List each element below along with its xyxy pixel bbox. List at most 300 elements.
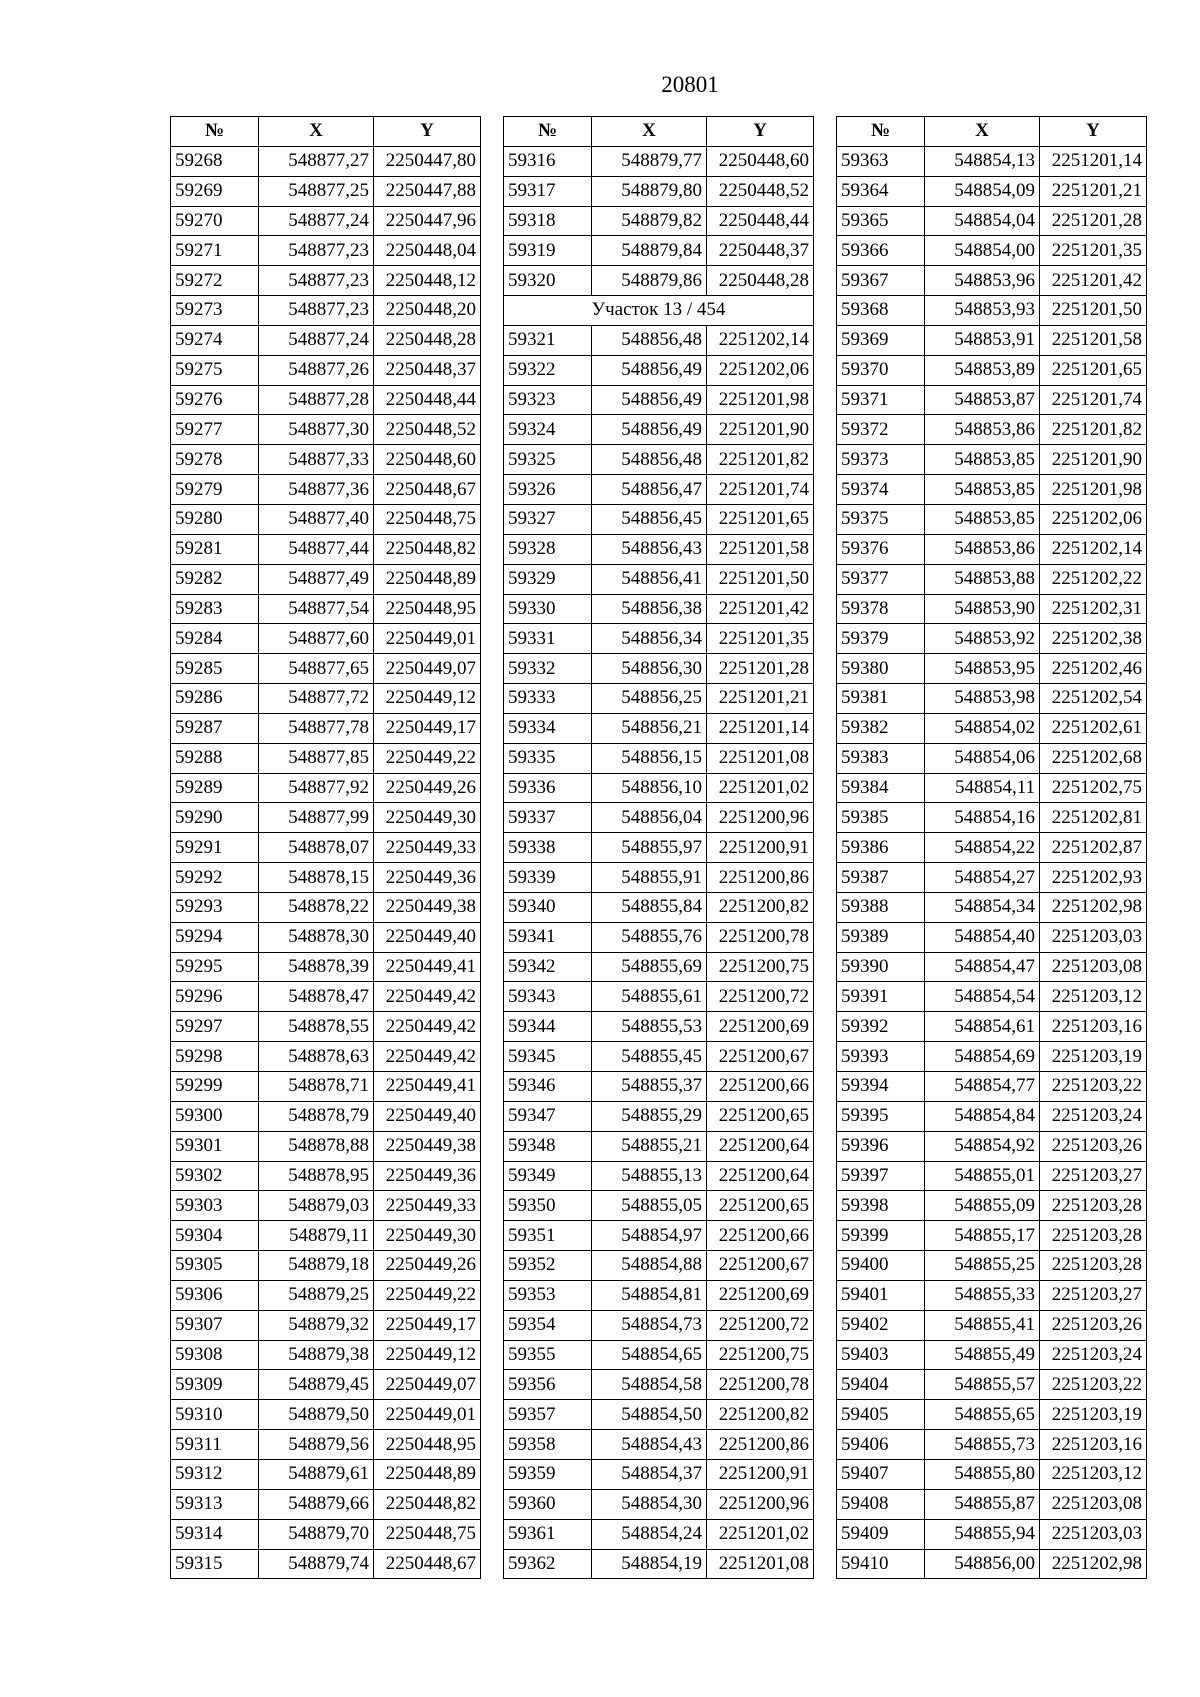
point-number-cell: 59407 [837, 1459, 925, 1489]
point-number-cell: 59351 [504, 1221, 592, 1251]
point-number-cell: 59280 [171, 504, 259, 534]
table-row [171, 1280, 481, 1310]
point-number-cell: 59335 [504, 743, 592, 773]
y-coordinate-cell: 2250448,89 [374, 564, 481, 594]
table-row [171, 863, 481, 893]
y-coordinate-cell: 2251200,67 [707, 1251, 814, 1281]
point-number-cell: 59279 [171, 475, 259, 505]
x-coordinate-cell: 548853,98 [925, 684, 1040, 714]
x-coordinate-cell: 548877,60 [259, 624, 374, 654]
point-number-cell: 59338 [504, 833, 592, 863]
y-coordinate-cell: 2251201,98 [1040, 475, 1147, 505]
table-row [837, 1280, 1147, 1310]
point-number-cell: 59317 [504, 176, 592, 206]
x-coordinate-cell: 548855,91 [592, 863, 707, 893]
x-coordinate-cell: 548878,47 [259, 982, 374, 1012]
point-number-cell: 59293 [171, 892, 259, 922]
x-coordinate-cell: 548877,24 [259, 206, 374, 236]
point-number-cell: 59333 [504, 684, 592, 714]
y-coordinate-cell: 2251203,19 [1040, 1042, 1147, 1072]
x-coordinate-cell: 548854,61 [925, 1012, 1040, 1042]
x-coordinate-cell: 548877,99 [259, 803, 374, 833]
table-row [837, 1251, 1147, 1281]
y-coordinate-cell: 2250449,17 [374, 1310, 481, 1340]
point-number-cell: 59377 [837, 564, 925, 594]
x-coordinate-cell: 548855,61 [592, 982, 707, 1012]
point-number-cell: 59271 [171, 236, 259, 266]
point-number-cell: 59381 [837, 684, 925, 714]
x-coordinate-cell: 548854,22 [925, 833, 1040, 863]
x-coordinate-cell: 548855,69 [592, 952, 707, 982]
point-number-cell: 59369 [837, 325, 925, 355]
point-number-cell: 59376 [837, 534, 925, 564]
x-coordinate-cell: 548879,32 [259, 1310, 374, 1340]
table-row [837, 1400, 1147, 1430]
table-row [171, 1012, 481, 1042]
point-number-cell: 59290 [171, 803, 259, 833]
point-number-cell: 59404 [837, 1370, 925, 1400]
y-coordinate-cell: 2250448,37 [707, 236, 814, 266]
coordinate-table-2 [503, 116, 814, 1579]
x-coordinate-cell: 548855,45 [592, 1042, 707, 1072]
y-coordinate-cell: 2250449,40 [374, 922, 481, 952]
table-row [504, 1251, 814, 1281]
y-coordinate-cell: 2250449,07 [374, 654, 481, 684]
y-coordinate-cell: 2251201,82 [1040, 415, 1147, 445]
x-coordinate-cell: 548856,00 [925, 1549, 1040, 1579]
x-coordinate-cell: 548856,15 [592, 743, 707, 773]
x-coordinate-cell: 548879,11 [259, 1221, 374, 1251]
column-header-y: Y [1040, 117, 1147, 147]
point-number-cell: 59385 [837, 803, 925, 833]
point-number-cell: 59373 [837, 445, 925, 475]
x-coordinate-cell: 548879,70 [259, 1519, 374, 1549]
point-number-cell: 59274 [171, 325, 259, 355]
table-row [837, 952, 1147, 982]
table-row [171, 743, 481, 773]
table-row [837, 206, 1147, 236]
section-row [504, 296, 814, 326]
table-row [837, 1310, 1147, 1340]
point-number-cell: 59319 [504, 236, 592, 266]
point-number-cell: 59383 [837, 743, 925, 773]
table-row [504, 1042, 814, 1072]
y-coordinate-cell: 2251203,08 [1040, 952, 1147, 982]
y-coordinate-cell: 2251203,28 [1040, 1221, 1147, 1251]
x-coordinate-cell: 548854,92 [925, 1131, 1040, 1161]
y-coordinate-cell: 2251200,91 [707, 833, 814, 863]
x-coordinate-cell: 548878,07 [259, 833, 374, 863]
x-coordinate-cell: 548877,33 [259, 445, 374, 475]
x-coordinate-cell: 548877,44 [259, 534, 374, 564]
point-number-cell: 59388 [837, 892, 925, 922]
x-coordinate-cell: 548856,48 [592, 325, 707, 355]
table-row [504, 206, 814, 236]
y-coordinate-cell: 2250449,41 [374, 1072, 481, 1102]
table-row [837, 1221, 1147, 1251]
x-coordinate-cell: 548854,04 [925, 206, 1040, 236]
y-coordinate-cell: 2251200,66 [707, 1221, 814, 1251]
x-coordinate-cell: 548854,40 [925, 922, 1040, 952]
table-row [171, 564, 481, 594]
table-row [837, 415, 1147, 445]
table-row [837, 713, 1147, 743]
table-row [504, 892, 814, 922]
table-row [171, 176, 481, 206]
x-coordinate-cell: 548854,37 [592, 1459, 707, 1489]
point-number-cell: 59277 [171, 415, 259, 445]
y-coordinate-cell: 2251201,65 [1040, 355, 1147, 385]
y-coordinate-cell: 2250449,01 [374, 1400, 481, 1430]
x-coordinate-cell: 548855,05 [592, 1191, 707, 1221]
table-row [837, 146, 1147, 176]
x-coordinate-cell: 548854,13 [925, 146, 1040, 176]
x-coordinate-cell: 548855,53 [592, 1012, 707, 1042]
point-number-cell: 59311 [171, 1430, 259, 1460]
table-row [837, 176, 1147, 206]
table-row [171, 594, 481, 624]
y-coordinate-cell: 2250448,95 [374, 1430, 481, 1460]
point-number-cell: 59365 [837, 206, 925, 236]
x-coordinate-cell: 548856,49 [592, 355, 707, 385]
point-number-cell: 59389 [837, 922, 925, 952]
x-coordinate-cell: 548854,47 [925, 952, 1040, 982]
point-number-cell: 59312 [171, 1459, 259, 1489]
point-number-cell: 59300 [171, 1101, 259, 1131]
x-coordinate-cell: 548877,72 [259, 684, 374, 714]
point-number-cell: 59379 [837, 624, 925, 654]
y-coordinate-cell: 2250449,33 [374, 1191, 481, 1221]
x-coordinate-cell: 548854,65 [592, 1340, 707, 1370]
y-coordinate-cell: 2251203,28 [1040, 1251, 1147, 1281]
table-row [837, 564, 1147, 594]
point-number-cell: 59356 [504, 1370, 592, 1400]
point-number-cell: 59403 [837, 1340, 925, 1370]
column-header-y: Y [707, 117, 814, 147]
x-coordinate-cell: 548854,88 [592, 1251, 707, 1281]
x-coordinate-cell: 548877,25 [259, 176, 374, 206]
table-row [171, 1131, 481, 1161]
point-number-cell: 59406 [837, 1430, 925, 1460]
point-number-cell: 59353 [504, 1280, 592, 1310]
x-coordinate-cell: 548854,84 [925, 1101, 1040, 1131]
y-coordinate-cell: 2250449,12 [374, 684, 481, 714]
column-header-y: Y [374, 117, 481, 147]
point-number-cell: 59275 [171, 355, 259, 385]
point-number-cell: 59269 [171, 176, 259, 206]
table-row [171, 952, 481, 982]
point-number-cell: 59374 [837, 475, 925, 505]
table-row [837, 266, 1147, 296]
point-number-cell: 59352 [504, 1251, 592, 1281]
table-row [504, 146, 814, 176]
y-coordinate-cell: 2251201,35 [707, 624, 814, 654]
table-row [171, 1221, 481, 1251]
x-coordinate-cell: 548854,97 [592, 1221, 707, 1251]
x-coordinate-cell: 548853,86 [925, 534, 1040, 564]
y-coordinate-cell: 2251203,03 [1040, 922, 1147, 952]
column-header-x: X [259, 117, 374, 147]
point-number-cell: 59349 [504, 1161, 592, 1191]
point-number-cell: 59386 [837, 833, 925, 863]
point-number-cell: 59342 [504, 952, 592, 982]
table-row [837, 1131, 1147, 1161]
x-coordinate-cell: 548879,25 [259, 1280, 374, 1310]
x-coordinate-cell: 548877,23 [259, 266, 374, 296]
y-coordinate-cell: 2251201,58 [707, 534, 814, 564]
table-row [504, 863, 814, 893]
page-number: 20801 [661, 72, 719, 97]
point-number-cell: 59303 [171, 1191, 259, 1221]
x-coordinate-cell: 548853,90 [925, 594, 1040, 624]
y-coordinate-cell: 2250448,75 [374, 504, 481, 534]
y-coordinate-cell: 2251200,86 [707, 1430, 814, 1460]
point-number-cell: 59294 [171, 922, 259, 952]
y-coordinate-cell: 2251200,86 [707, 863, 814, 893]
x-coordinate-cell: 548877,23 [259, 236, 374, 266]
point-number-cell: 59355 [504, 1340, 592, 1370]
point-number-cell: 59297 [171, 1012, 259, 1042]
y-coordinate-cell: 2250448,52 [374, 415, 481, 445]
x-coordinate-cell: 548853,93 [925, 296, 1040, 326]
table-row [171, 445, 481, 475]
point-number-cell: 59391 [837, 982, 925, 1012]
x-coordinate-cell: 548854,24 [592, 1519, 707, 1549]
x-coordinate-cell: 548853,87 [925, 385, 1040, 415]
point-number-cell: 59367 [837, 266, 925, 296]
y-coordinate-cell: 2250449,26 [374, 1251, 481, 1281]
table-row [504, 236, 814, 266]
x-coordinate-cell: 548879,80 [592, 176, 707, 206]
x-coordinate-cell: 548856,49 [592, 385, 707, 415]
y-coordinate-cell: 2251201,14 [707, 713, 814, 743]
y-coordinate-cell: 2250448,89 [374, 1459, 481, 1489]
point-number-cell: 59350 [504, 1191, 592, 1221]
x-coordinate-cell: 548878,22 [259, 892, 374, 922]
point-number-cell: 59307 [171, 1310, 259, 1340]
x-coordinate-cell: 548877,49 [259, 564, 374, 594]
point-number-cell: 59323 [504, 385, 592, 415]
table-row [837, 892, 1147, 922]
point-number-cell: 59315 [171, 1549, 259, 1579]
x-coordinate-cell: 548856,45 [592, 504, 707, 534]
table-row [837, 1042, 1147, 1072]
point-number-cell: 59288 [171, 743, 259, 773]
y-coordinate-cell: 2250448,20 [374, 296, 481, 326]
y-coordinate-cell: 2251200,75 [707, 1340, 814, 1370]
table-row [837, 863, 1147, 893]
table-row [171, 1101, 481, 1131]
x-coordinate-cell: 548853,91 [925, 325, 1040, 355]
x-coordinate-cell: 548854,30 [592, 1489, 707, 1519]
table-row [504, 594, 814, 624]
point-number-cell: 59287 [171, 713, 259, 743]
y-coordinate-cell: 2250448,60 [707, 146, 814, 176]
y-coordinate-cell: 2251201,21 [707, 684, 814, 714]
table-row [171, 355, 481, 385]
table-row [504, 922, 814, 952]
x-coordinate-cell: 548853,85 [925, 445, 1040, 475]
x-coordinate-cell: 548877,85 [259, 743, 374, 773]
point-number-cell: 59327 [504, 504, 592, 534]
x-coordinate-cell: 548856,48 [592, 445, 707, 475]
table-row [504, 355, 814, 385]
table-row [504, 564, 814, 594]
x-coordinate-cell: 548855,84 [592, 892, 707, 922]
x-coordinate-cell: 548855,76 [592, 922, 707, 952]
column-header-number: № [837, 117, 925, 147]
x-coordinate-cell: 548877,27 [259, 146, 374, 176]
y-coordinate-cell: 2251202,81 [1040, 803, 1147, 833]
x-coordinate-cell: 548877,23 [259, 296, 374, 326]
x-coordinate-cell: 548854,06 [925, 743, 1040, 773]
point-number-cell: 59330 [504, 594, 592, 624]
x-coordinate-cell: 548854,02 [925, 713, 1040, 743]
table-row [171, 1430, 481, 1460]
table-row [171, 325, 481, 355]
y-coordinate-cell: 2250448,44 [374, 385, 481, 415]
x-coordinate-cell: 548854,19 [592, 1549, 707, 1579]
y-coordinate-cell: 2250447,80 [374, 146, 481, 176]
point-number-cell: 59375 [837, 504, 925, 534]
point-number-cell: 59339 [504, 863, 592, 893]
y-coordinate-cell: 2250449,22 [374, 1280, 481, 1310]
table-row [504, 504, 814, 534]
table-row [837, 684, 1147, 714]
table-row [837, 773, 1147, 803]
x-coordinate-cell: 548856,25 [592, 684, 707, 714]
y-coordinate-cell: 2251202,06 [1040, 504, 1147, 534]
x-coordinate-cell: 548855,37 [592, 1072, 707, 1102]
y-coordinate-cell: 2251200,69 [707, 1012, 814, 1042]
y-coordinate-cell: 2251200,91 [707, 1459, 814, 1489]
point-number-cell: 59390 [837, 952, 925, 982]
table-row [171, 684, 481, 714]
y-coordinate-cell: 2251203,27 [1040, 1161, 1147, 1191]
x-coordinate-cell: 548879,82 [592, 206, 707, 236]
table-row [504, 773, 814, 803]
x-coordinate-cell: 548877,28 [259, 385, 374, 415]
table-row [504, 385, 814, 415]
table-row [837, 833, 1147, 863]
table-row [837, 1370, 1147, 1400]
x-coordinate-cell: 548853,88 [925, 564, 1040, 594]
x-coordinate-cell: 548855,94 [925, 1519, 1040, 1549]
x-coordinate-cell: 548854,81 [592, 1280, 707, 1310]
y-coordinate-cell: 2250449,07 [374, 1370, 481, 1400]
table-row [837, 1519, 1147, 1549]
point-number-cell: 59308 [171, 1340, 259, 1370]
point-number-cell: 59364 [837, 176, 925, 206]
table-row [171, 534, 481, 564]
x-coordinate-cell: 548856,04 [592, 803, 707, 833]
point-number-cell: 59321 [504, 325, 592, 355]
y-coordinate-cell: 2251201,50 [1040, 296, 1147, 326]
point-number-cell: 59346 [504, 1072, 592, 1102]
point-number-cell: 59309 [171, 1370, 259, 1400]
point-number-cell: 59337 [504, 803, 592, 833]
point-number-cell: 59371 [837, 385, 925, 415]
point-number-cell: 59378 [837, 594, 925, 624]
point-number-cell: 59291 [171, 833, 259, 863]
x-coordinate-cell: 548855,13 [592, 1161, 707, 1191]
y-coordinate-cell: 2251203,03 [1040, 1519, 1147, 1549]
x-coordinate-cell: 548879,18 [259, 1251, 374, 1281]
table-row [504, 833, 814, 863]
point-number-cell: 59324 [504, 415, 592, 445]
point-number-cell: 59314 [171, 1519, 259, 1549]
table-row [171, 1489, 481, 1519]
y-coordinate-cell: 2251203,08 [1040, 1489, 1147, 1519]
point-number-cell: 59380 [837, 654, 925, 684]
x-coordinate-cell: 548877,30 [259, 415, 374, 445]
y-coordinate-cell: 2251200,96 [707, 1489, 814, 1519]
y-coordinate-cell: 2251201,08 [707, 743, 814, 773]
x-coordinate-cell: 548856,34 [592, 624, 707, 654]
x-coordinate-cell: 548854,00 [925, 236, 1040, 266]
point-number-cell: 59329 [504, 564, 592, 594]
table-row [171, 624, 481, 654]
point-number-cell: 59401 [837, 1280, 925, 1310]
table-row [171, 475, 481, 505]
point-number-cell: 59286 [171, 684, 259, 714]
table-row [837, 922, 1147, 952]
y-coordinate-cell: 2251202,87 [1040, 833, 1147, 863]
y-coordinate-cell: 2250449,36 [374, 863, 481, 893]
y-coordinate-cell: 2250447,96 [374, 206, 481, 236]
table-row [837, 1340, 1147, 1370]
x-coordinate-cell: 548877,26 [259, 355, 374, 385]
point-number-cell: 59370 [837, 355, 925, 385]
x-coordinate-cell: 548856,47 [592, 475, 707, 505]
table-row [837, 654, 1147, 684]
y-coordinate-cell: 2251201,90 [707, 415, 814, 445]
point-number-cell: 59282 [171, 564, 259, 594]
y-coordinate-cell: 2250449,30 [374, 803, 481, 833]
point-number-cell: 59310 [171, 1400, 259, 1430]
table-row [171, 922, 481, 952]
table-row [837, 1072, 1147, 1102]
y-coordinate-cell: 2251202,14 [1040, 534, 1147, 564]
point-number-cell: 59368 [837, 296, 925, 326]
y-coordinate-cell: 2250449,40 [374, 1101, 481, 1131]
y-coordinate-cell: 2251203,26 [1040, 1131, 1147, 1161]
x-coordinate-cell: 548879,56 [259, 1430, 374, 1460]
table-row [171, 266, 481, 296]
x-coordinate-cell: 548878,39 [259, 952, 374, 982]
table-row [504, 1400, 814, 1430]
y-coordinate-cell: 2250449,30 [374, 1221, 481, 1251]
table-row [837, 803, 1147, 833]
y-coordinate-cell: 2251201,42 [1040, 266, 1147, 296]
y-coordinate-cell: 2251202,06 [707, 355, 814, 385]
x-coordinate-cell: 548853,86 [925, 415, 1040, 445]
point-number-cell: 59341 [504, 922, 592, 952]
point-number-cell: 59372 [837, 415, 925, 445]
x-coordinate-cell: 548854,16 [925, 803, 1040, 833]
point-number-cell: 59298 [171, 1042, 259, 1072]
point-number-cell: 59289 [171, 773, 259, 803]
x-coordinate-cell: 548856,49 [592, 415, 707, 445]
y-coordinate-cell: 2250449,17 [374, 713, 481, 743]
point-number-cell: 59402 [837, 1310, 925, 1340]
y-coordinate-cell: 2251202,93 [1040, 863, 1147, 893]
column-header-number: № [171, 117, 259, 147]
y-coordinate-cell: 2251201,74 [1040, 385, 1147, 415]
table-row [171, 892, 481, 922]
table-row [504, 1340, 814, 1370]
y-coordinate-cell: 2250449,38 [374, 892, 481, 922]
